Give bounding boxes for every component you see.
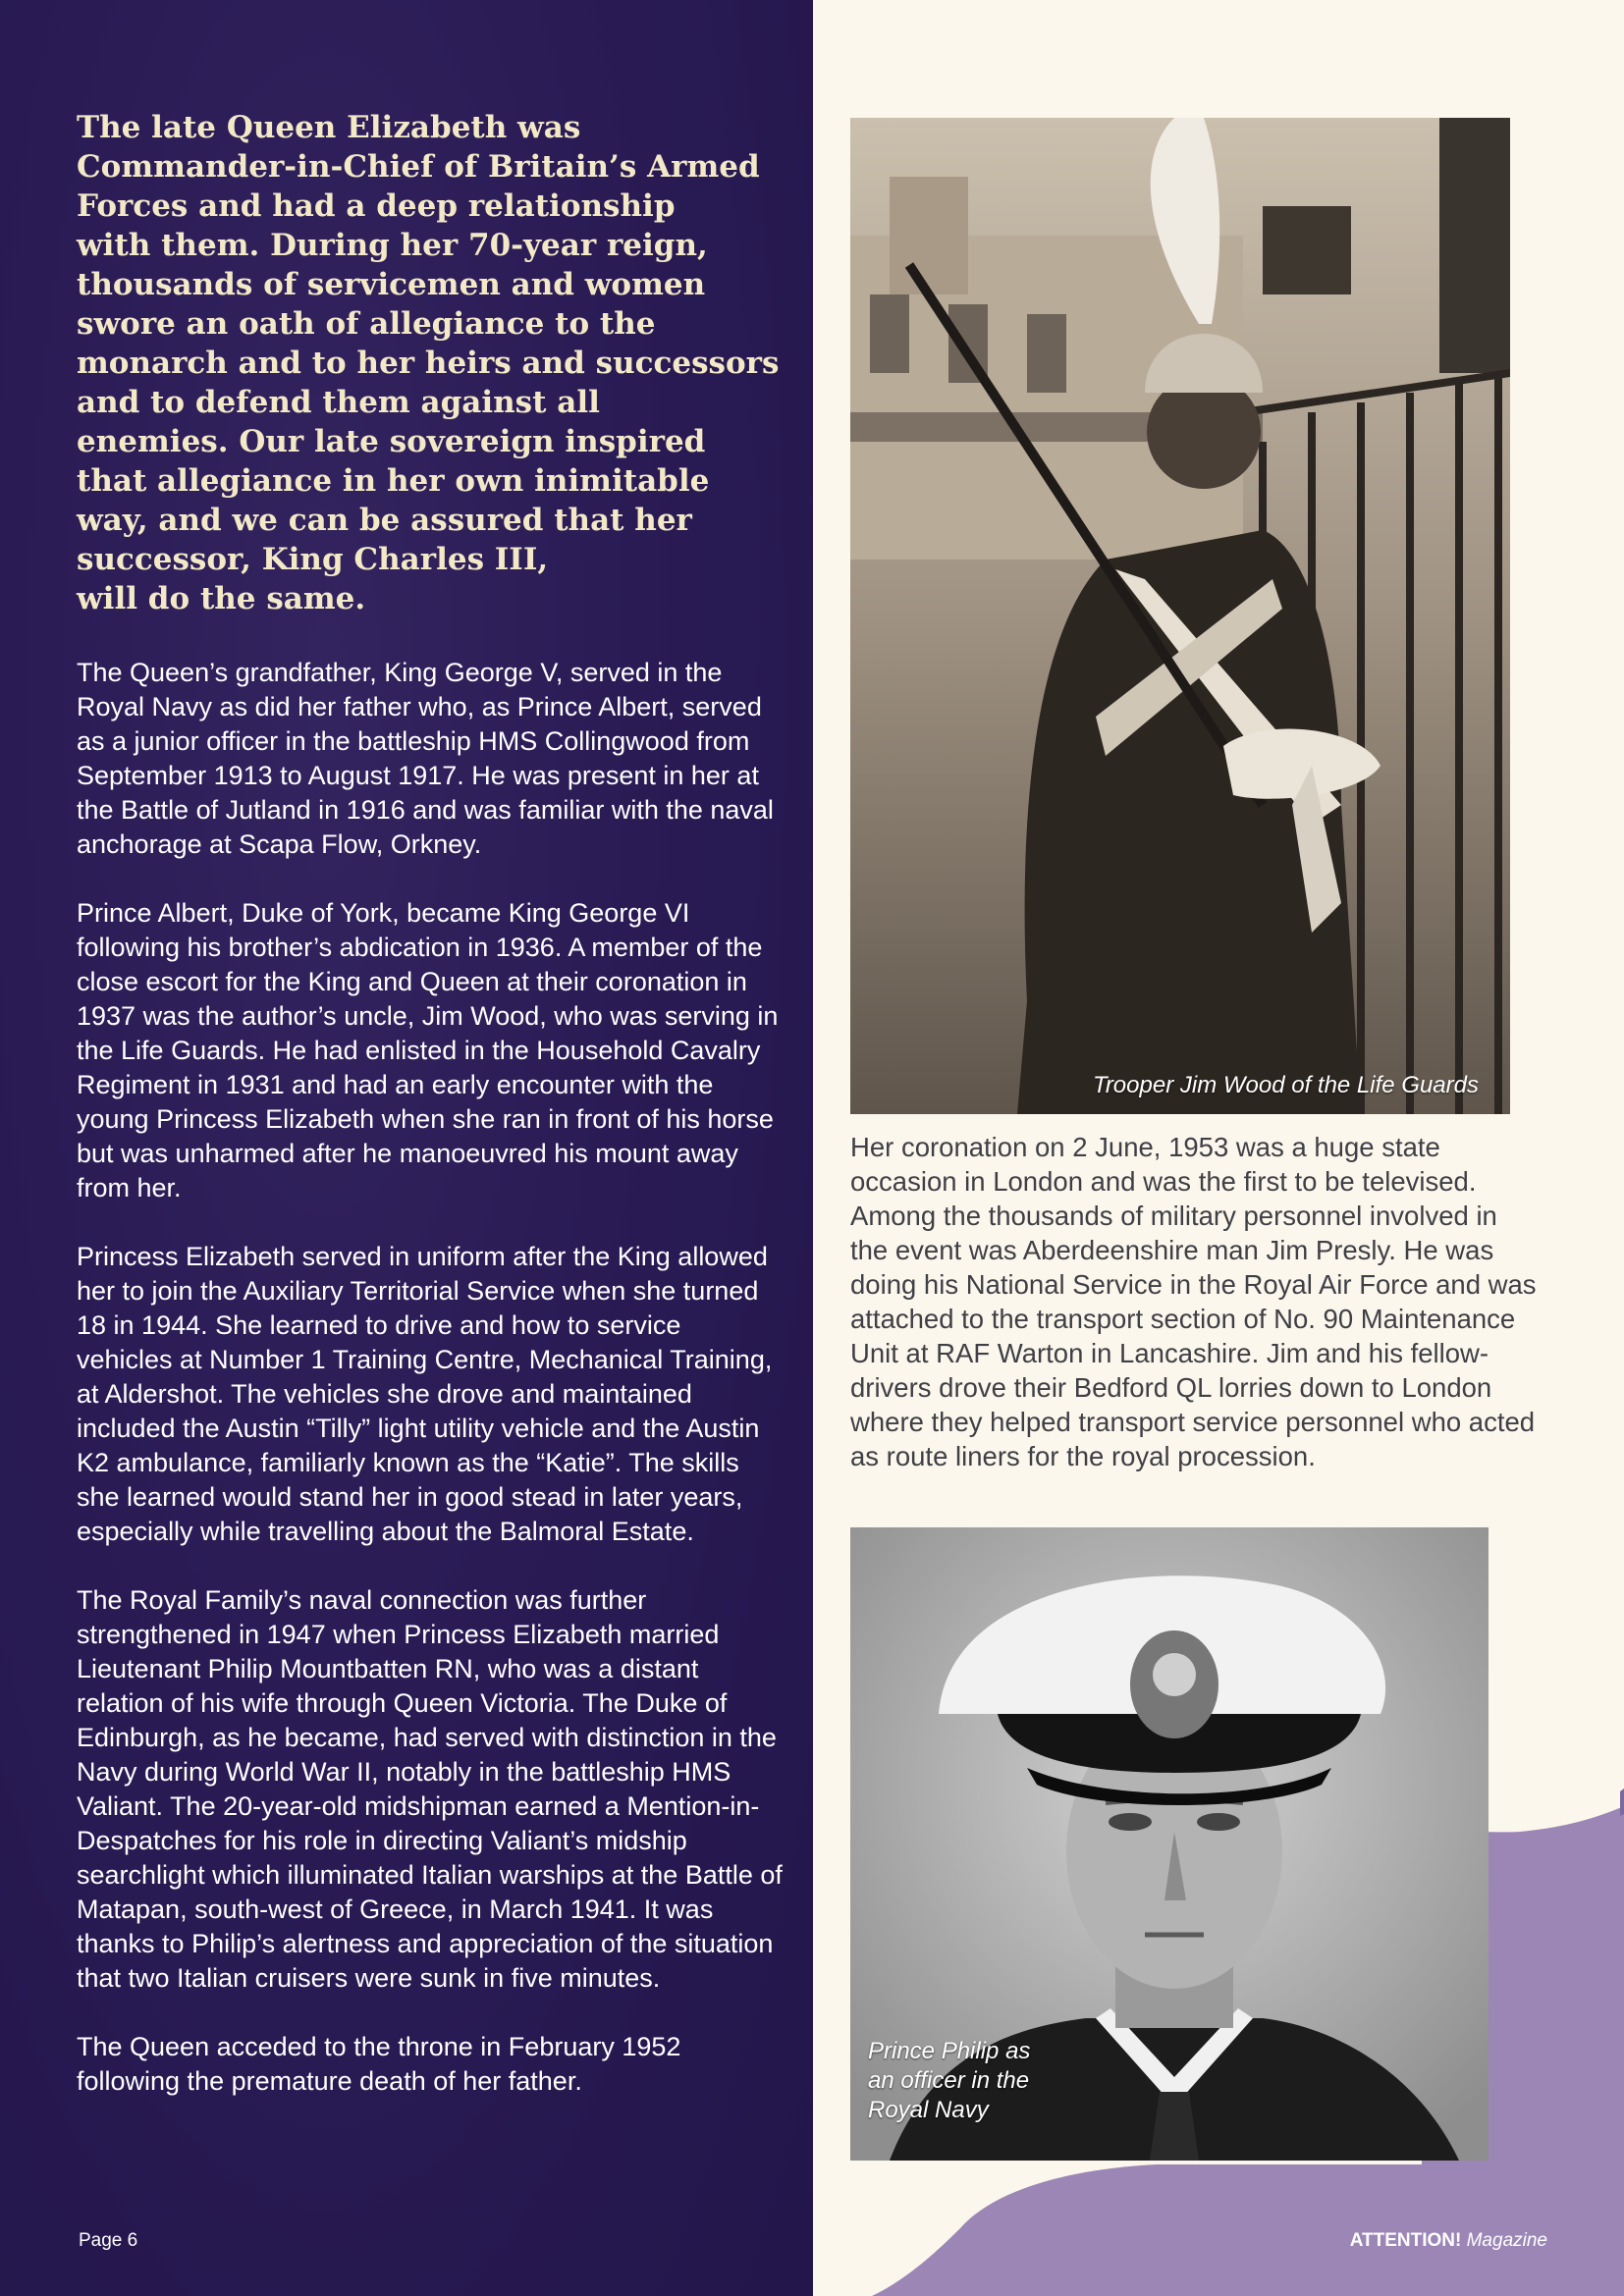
photo-trooper-jim-wood (850, 118, 1510, 1114)
intro-paragraph: The late Queen Elizabeth was Commander-in-Chief of Britain’s Armed Forces and had a deep relationship with them. During her 70-year reign, thousands of servicemen and women swore an oath of allegiance to the monarch and to her heirs and successors and to defend them against all enemies. Our late sovereign inspired that allegiance in her own inimitable way, and we can be assured that her successor, King Charles III, will do the same. (77, 110, 780, 616)
magazine-brand (1350, 2230, 1547, 2252)
body-paragraph-5: The Queen acceded to the throne in February 1952 following the premature death of her father. (77, 2032, 681, 2096)
body-paragraph-4: The Royal Family’s naval connection was further strengthened in 1947 when Princess Elizabeth married Lieutenant Philip Mountbatten RN, who was a distant relation of his wife through Queen Victoria. The Duke of Edinburgh, as he became, had served with distinction in the Navy during World War II, notably in the battleship HMS Valiant. The 20-year-old midshipman earned a Mention-in-Despatches for his role in directing Valiant’s midship searchlight which illuminated Italian warships at the Battle of Matapan, south-west of Greece, in March 1941. It was thanks to Philip’s alertness and appreciation of the situation that two Italian cruisers were sunk in five minutes. (77, 1585, 783, 1993)
right-body-paragraph: Her coronation on 2 June, 1953 was a huge state occasion in London and was the first to be televised. Among the thousands of military personnel involved in the event was Aberdeenshire man Jim Presly. He was doing his National Service in the Royal Air Force and was attached to the transport section of No. 90 Maintenance Unit at RAF Warton in Lancashire. Jim and his fellow-drivers drove their Bedford QL lorries down to London where they helped transport service personnel who acted as route liners for the royal procession. (850, 1132, 1537, 1471)
page-number: Page 6 (79, 2230, 138, 2251)
photo-prince-philip (850, 1527, 1489, 2161)
body-paragraph-1: The Queen’s grandfather, King George V, served in the Royal Navy as did her father who, as Prince Albert, served as a junior officer in the battleship HMS Collingwood from September 1913 to August 1917. He was present in her at the Battle of Jutland in 1916 and was familiar with the naval anchorage at Scapa Flow, Orkney. (77, 658, 774, 859)
left-body-column (77, 656, 784, 2133)
brand-magazine-word: Magazine (1466, 2230, 1547, 2251)
body-paragraph-2: Prince Albert, Duke of York, became King George VI following his brother’s abdication in 1936. A member of the close escort for the King and Queen at their coronation in 1937 was the author’s uncle, Jim Wood, who was serving in the Life Guards. He had enlisted in the Household Cavalry Regiment in 1931 and had an early encounter with the young Princess Elizabeth when she ran in front of his horse but was unharmed after he manoeuvred his mount away from her. (77, 898, 779, 1202)
photo2-caption: Prince Philip as an officer in the Royal Navy (868, 2038, 1031, 2123)
life-guard-photo-image (850, 118, 1510, 1114)
body-paragraph-3: Princess Elizabeth served in uniform after the King allowed her to join the Auxiliary Territorial Service when she turned 18 in 1944. She learned to drive and how to service vehicles at Number 1 Training Centre, Mechanical Training, at Aldershot. The vehicles she drove and maintained included the Austin “Tilly” light utility vehicle and the Austin K2 ambulance, familiarly known as the “Katie”. The skills she learned would stand her in good stead in later years, especially while travelling about the Balmoral Estate. (77, 1242, 773, 1546)
photo1-caption: Trooper Jim Wood of the Life Guards (1092, 1072, 1479, 1098)
brand-name: ATTENTION! (1349, 2230, 1462, 2251)
